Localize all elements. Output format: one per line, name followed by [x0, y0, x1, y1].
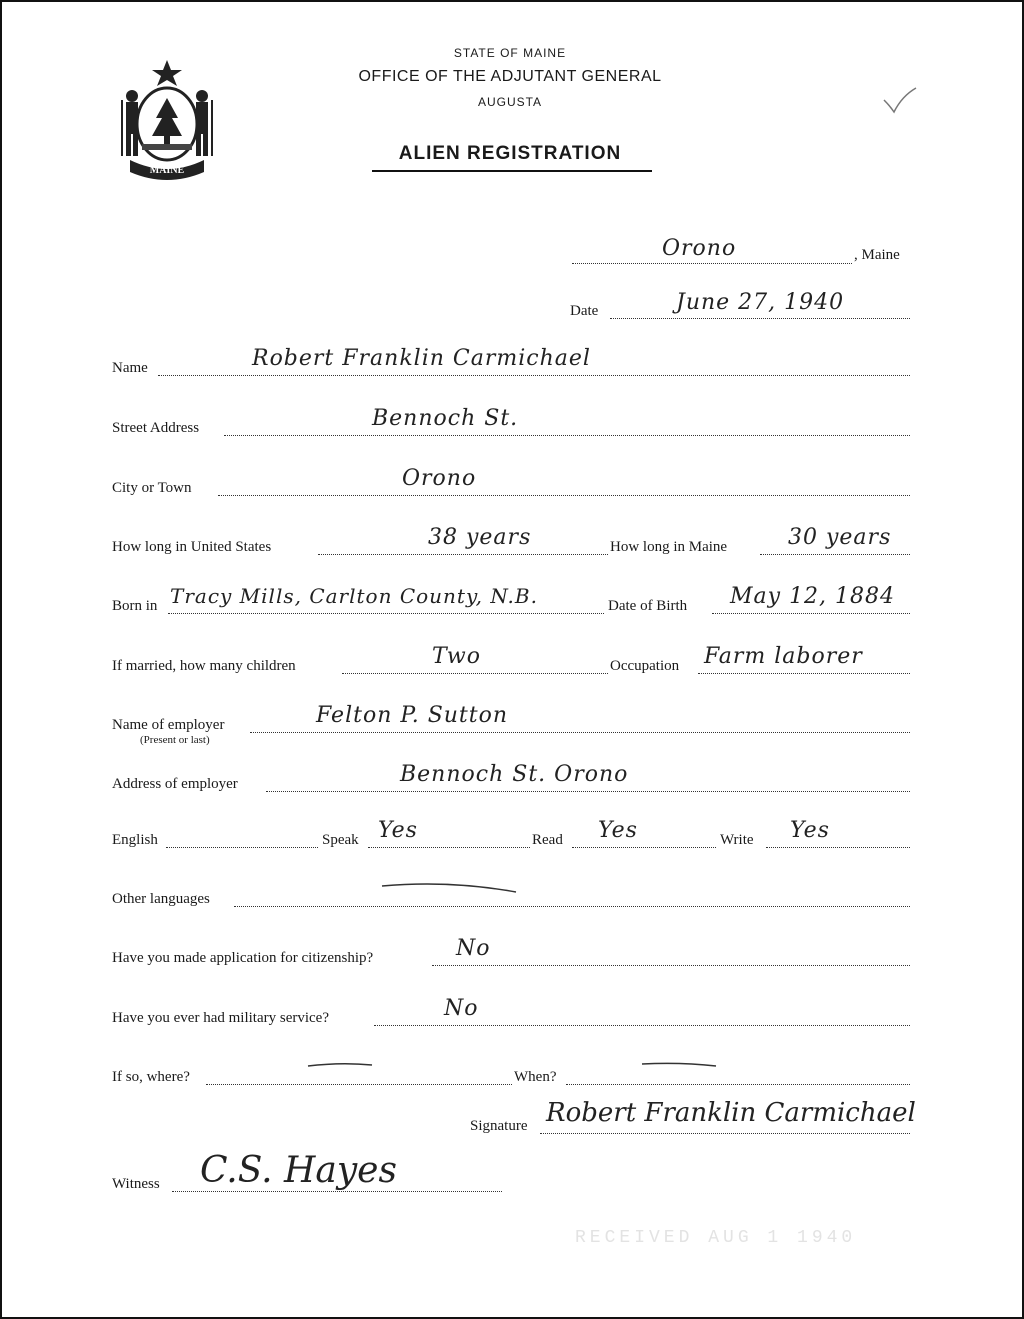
employer-address-line — [266, 791, 910, 792]
long-us-value: 38 years — [428, 525, 532, 550]
long-maine-line — [760, 554, 910, 555]
name-line — [158, 375, 910, 376]
long-maine-label: How long in Maine — [610, 539, 728, 555]
born-in-label: Born in — [112, 598, 158, 614]
long-us-line — [318, 554, 608, 555]
form-title: ALIEN REGISTRATION — [398, 143, 622, 164]
children-label: If married, how many children — [112, 658, 296, 674]
military-label: Have you ever had military service? — [112, 1010, 329, 1026]
dob-label: Date of Birth — [608, 598, 688, 614]
speak-line — [368, 847, 530, 848]
when-label: When? — [514, 1069, 557, 1085]
city-label: City or Town — [112, 480, 192, 496]
witness-label: Witness — [112, 1176, 160, 1192]
children-value: Two — [432, 644, 481, 669]
employer-label: Name of employer — [112, 717, 225, 733]
street-label: Street Address — [112, 420, 200, 436]
town-line — [572, 263, 852, 264]
citizenship-value: No — [456, 936, 491, 961]
name-label: Name — [112, 360, 148, 376]
employer-value: Felton P. Sutton — [316, 703, 509, 728]
born-in-value: Tracy Mills, Carlton County, N.B. — [170, 584, 538, 608]
dob-value: May 12, 1884 — [730, 584, 896, 609]
maine-label: , Maine — [854, 247, 900, 263]
write-value: Yes — [790, 818, 830, 843]
town-value: Orono — [662, 236, 737, 261]
name-value: Robert Franklin Carmichael — [252, 346, 591, 371]
when-line — [566, 1084, 910, 1085]
state-heading: STATE OF MAINE — [453, 46, 567, 60]
speak-value: Yes — [378, 818, 418, 843]
where-label: If so, where? — [112, 1069, 190, 1085]
citizenship-label: Have you made application for citizenship? — [112, 950, 374, 966]
employer-line — [250, 732, 910, 733]
employer-address-value: Bennoch St. Orono — [400, 762, 629, 787]
read-line — [572, 847, 716, 848]
read-value: Yes — [598, 818, 638, 843]
witness-signature: C.S. Hayes — [200, 1150, 397, 1191]
employer-address-label: Address of employer — [112, 776, 238, 792]
street-value: Bennoch St. — [372, 406, 519, 431]
citizenship-line — [432, 965, 910, 966]
seal-label: MAINE — [149, 165, 185, 176]
city-line — [218, 495, 910, 496]
signature-label: Signature — [470, 1118, 528, 1134]
title-underline — [372, 170, 652, 172]
date-value: June 27, 1940 — [676, 290, 845, 315]
city-value: Orono — [402, 466, 477, 491]
other-languages-line — [234, 906, 910, 907]
children-line — [342, 673, 608, 674]
occupation-value: Farm laborer — [704, 644, 863, 669]
military-value: No — [444, 996, 479, 1021]
speak-label: Speak — [322, 832, 359, 848]
english-line — [166, 847, 318, 848]
english-label: English — [112, 832, 158, 848]
date-label: Date — [570, 303, 599, 319]
read-label: Read — [532, 832, 563, 848]
where-line — [206, 1084, 512, 1085]
write-line — [766, 847, 910, 848]
employer-note: (Present or last) — [140, 734, 210, 746]
signature-line — [540, 1133, 910, 1134]
born-in-line — [168, 613, 604, 614]
witness-line — [172, 1191, 502, 1192]
long-us-label: How long in United States — [112, 539, 272, 555]
date-line — [610, 318, 910, 319]
maine-state-seal-icon — [112, 56, 222, 180]
occupation-line — [698, 673, 910, 674]
blank-dash-mark — [380, 880, 520, 896]
write-label: Write — [720, 832, 754, 848]
military-line — [374, 1025, 910, 1026]
signature-value: Robert Franklin Carmichael — [546, 1098, 916, 1128]
office-heading: OFFICE OF THE ADJUTANT GENERAL — [358, 68, 662, 85]
street-line — [224, 435, 910, 436]
where-dash-mark — [306, 1060, 376, 1070]
occupation-label: Occupation — [610, 658, 680, 674]
city-heading: AUGUSTA — [477, 95, 543, 109]
received-stamp: RECEIVED AUG 1 1940 — [575, 1228, 857, 1248]
other-languages-label: Other languages — [112, 891, 210, 907]
when-dash-mark — [640, 1060, 720, 1070]
long-maine-value: 30 years — [788, 525, 892, 550]
check-mark-icon — [882, 86, 918, 116]
dob-line — [712, 613, 910, 614]
